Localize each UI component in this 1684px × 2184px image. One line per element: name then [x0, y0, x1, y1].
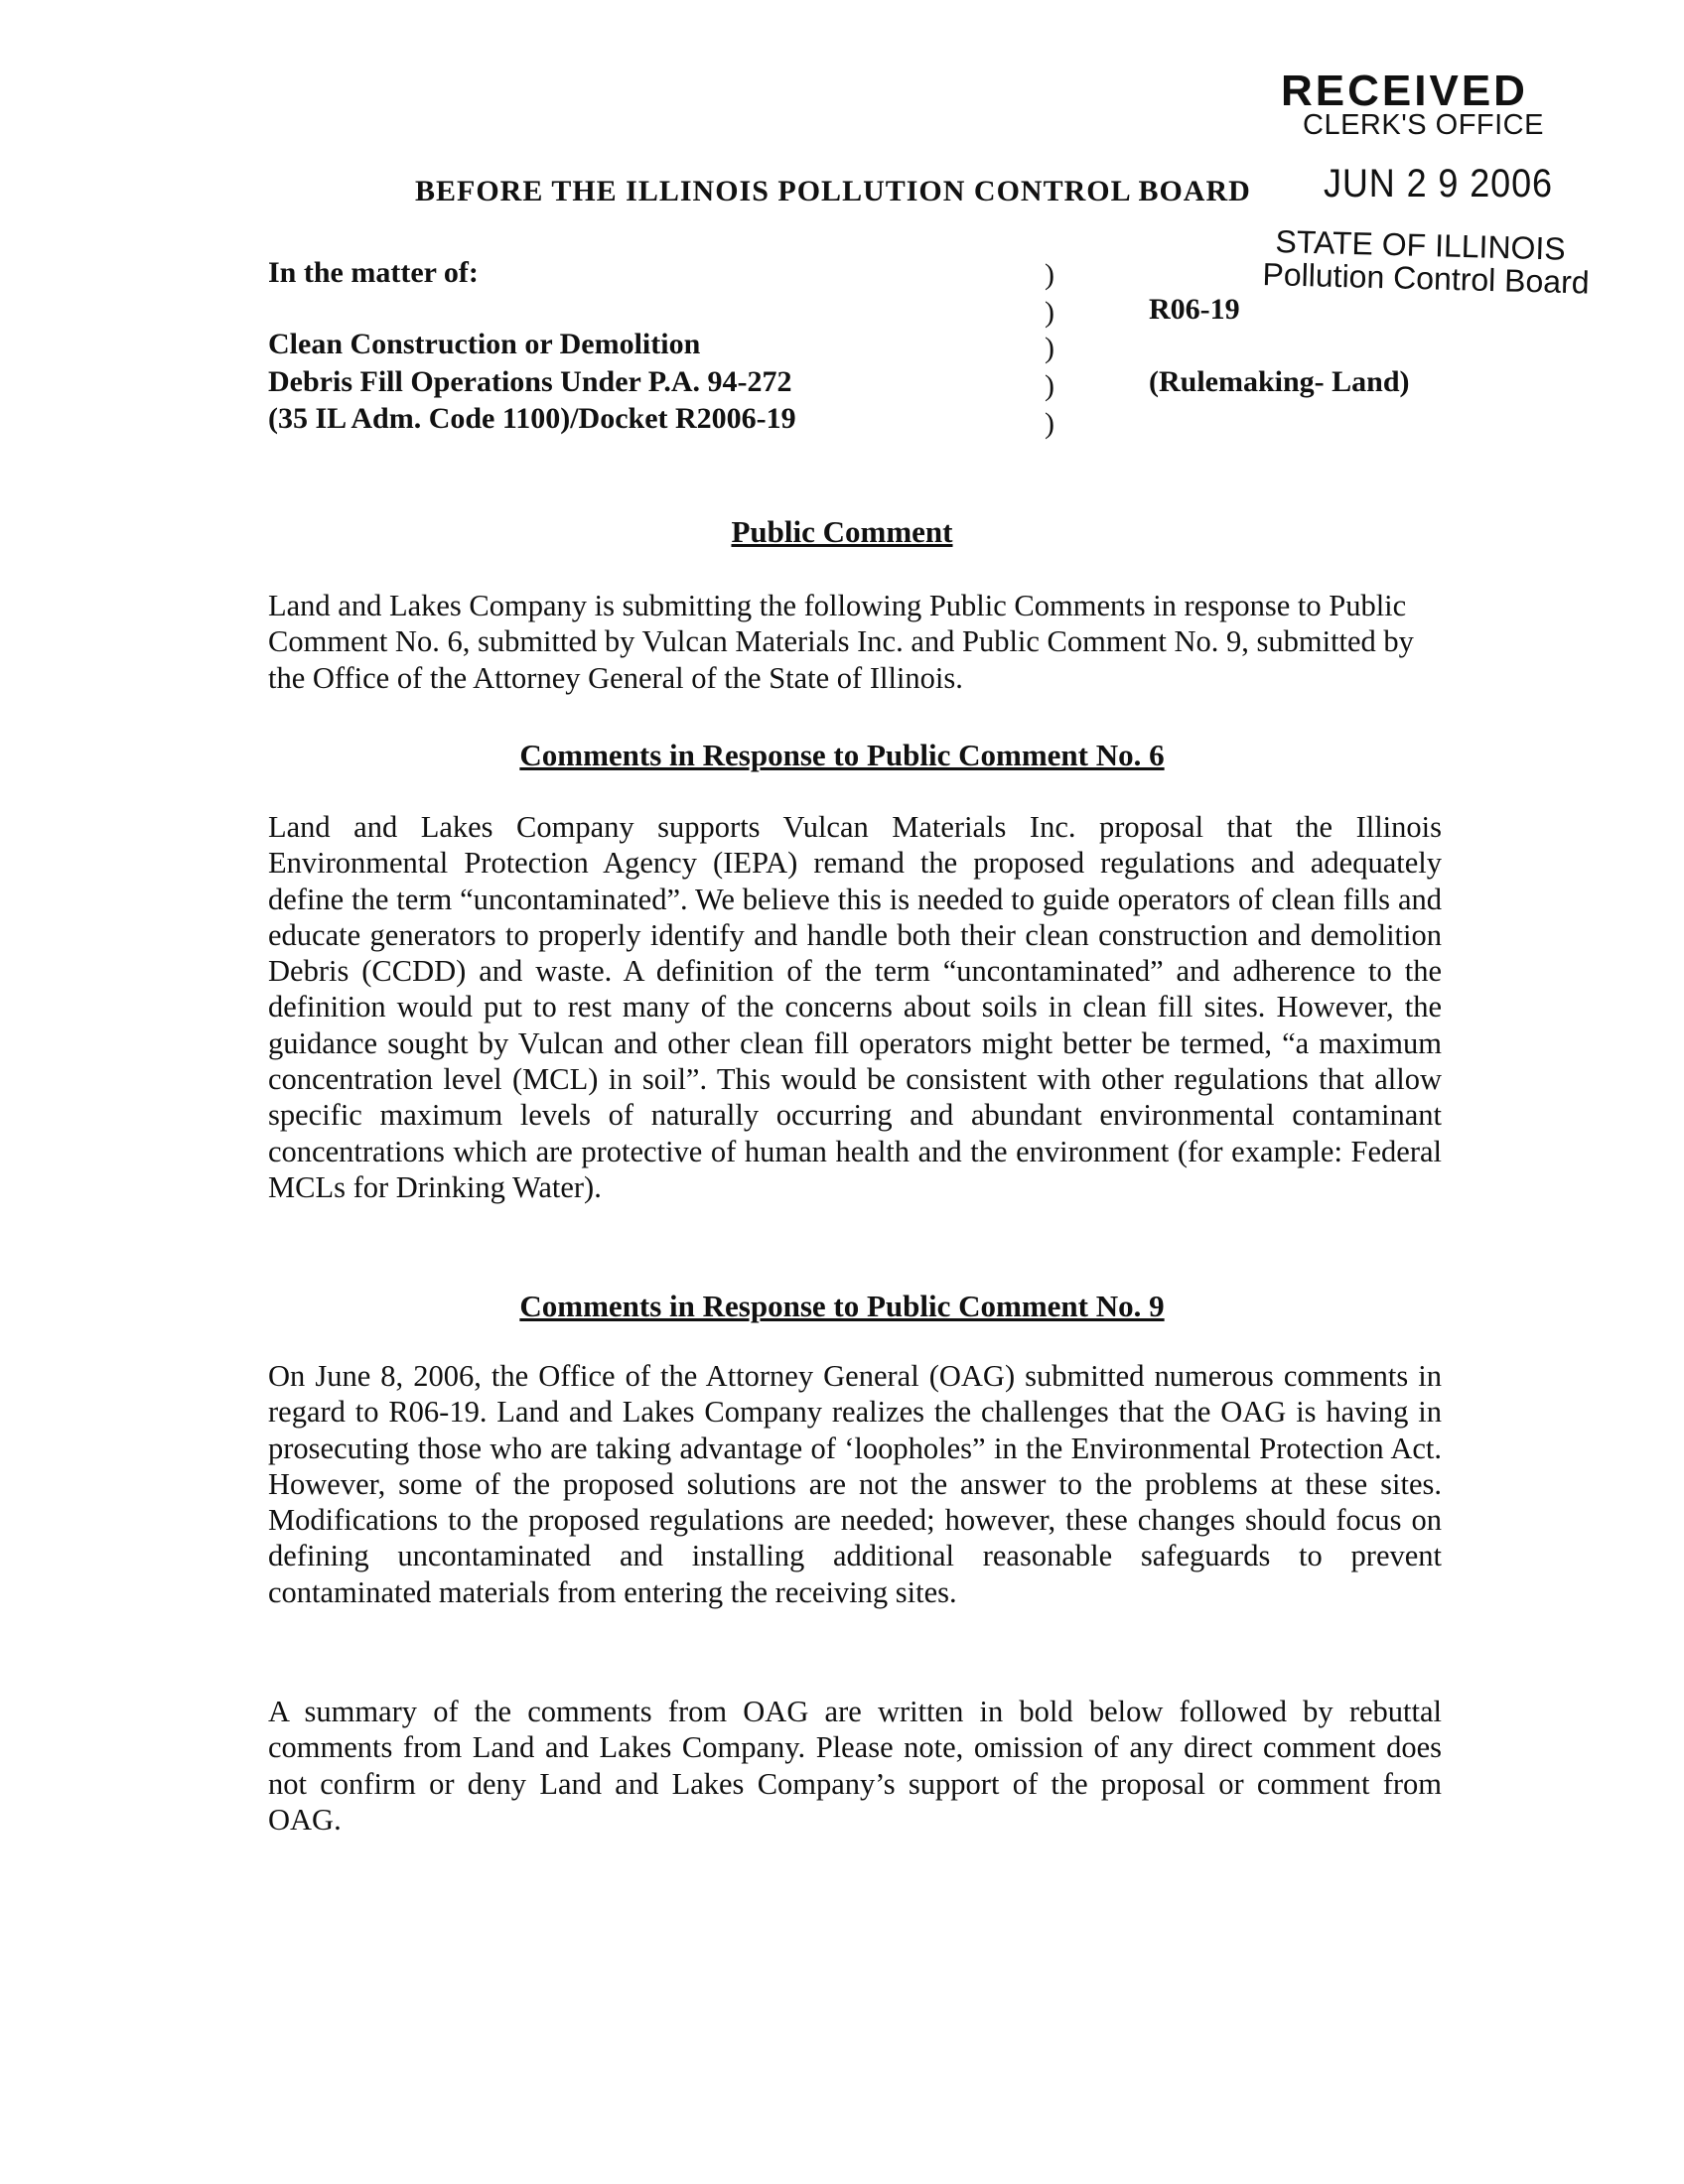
rulemaking-type: (Rulemaking- Land) [1149, 365, 1410, 398]
caption-line: (35 IL Adm. Code 1100)/Docket R2006-19 [268, 402, 796, 435]
docket-number: R06-19 [1149, 293, 1240, 326]
caption-bracket: ) [1045, 407, 1054, 440]
stamp-received: RECEIVED [1281, 67, 1528, 115]
caption-matter: In the matter of: [268, 256, 479, 289]
caption-line: Clean Construction or Demolition [268, 328, 701, 360]
board-heading: BEFORE THE ILLINOIS POLLUTION CONTROL BOARD [415, 175, 1251, 207]
summary-paragraph: A summary of the comments from OAG are written in bold below followed by rebuttal comments from Land and Lakes Company. Please note, omission of any direct comment does not confirm or deny Land and Lakes Company’s support of the proposal or comment from OAG. [268, 1695, 1442, 1837]
comment-6-paragraph: Land and Lakes Company supports Vulcan Materials Inc. proposal that the Illinois Environmental Protection Agency (IEPA) remand the proposed regulations and adequately define the term “uncontaminated”. We believe this is needed to guide operators of clean fills and educate generators to properly identify and handle both their clean construction and demolition Debris (CCDD) and waste. A definition of the term “uncontaminated” and adherence to the definition would put to rest many of the concerns about soils in clean fill sites. However, the guidance sought by Vulcan and other clean fill operators might better be termed, “a maximum concentration level (MCL) in soil”. This would be consistent with other regulations that allow specific maximum levels of naturally occurring and abundant environmental contaminant concentrations which are protective of human health and the environment (for example: Federal MCLs for Drinking Water). [268, 810, 1442, 1204]
comment-6-heading: Comments in Response to Public Comment No. 6 [519, 738, 1165, 772]
stamp-board: Pollution Control Board [1262, 256, 1591, 301]
stamp-date: JUN 2 9 2006 [1324, 162, 1553, 205]
caption-bracket: ) [1045, 369, 1054, 402]
public-comment-heading: Public Comment [731, 514, 953, 549]
stamp-clerk-office: CLERK'S OFFICE [1303, 109, 1544, 141]
caption-bracket: ) [1045, 296, 1054, 329]
comment-9-heading: Comments in Response to Public Comment No. 9 [519, 1289, 1165, 1323]
comment-9-paragraph: On June 8, 2006, the Office of the Attorney General (OAG) submitted numerous comments in regard to R06-19. Land and Lakes Company realizes the challenges that the OAG is having in prosecuting those who are taking advantage of ‘loopholes” in the Environmental Protection Act. However, some of the proposed solutions are not the answer to the problems at these sites. Modifications to the proposed regulations are needed; however, these changes should focus on defining uncontaminated and installing additional reasonable safeguards to prevent contaminated materials from entering the receiving sites. [268, 1359, 1442, 1609]
stamp-state: STATE OF ILLINOIS [1275, 223, 1567, 267]
caption-bracket: ) [1045, 332, 1054, 364]
caption-bracket: ) [1045, 258, 1054, 291]
intro-paragraph: Land and Lakes Company is submitting the following Public Comments in response to Public Comment No. 6, submitted by Vulcan Materials Inc. and Public Comment No. 9, submitted by the Office of the Attorney General of the State of Illinois. [268, 589, 1414, 695]
caption-line: Debris Fill Operations Under P.A. 94-272 [268, 365, 792, 398]
